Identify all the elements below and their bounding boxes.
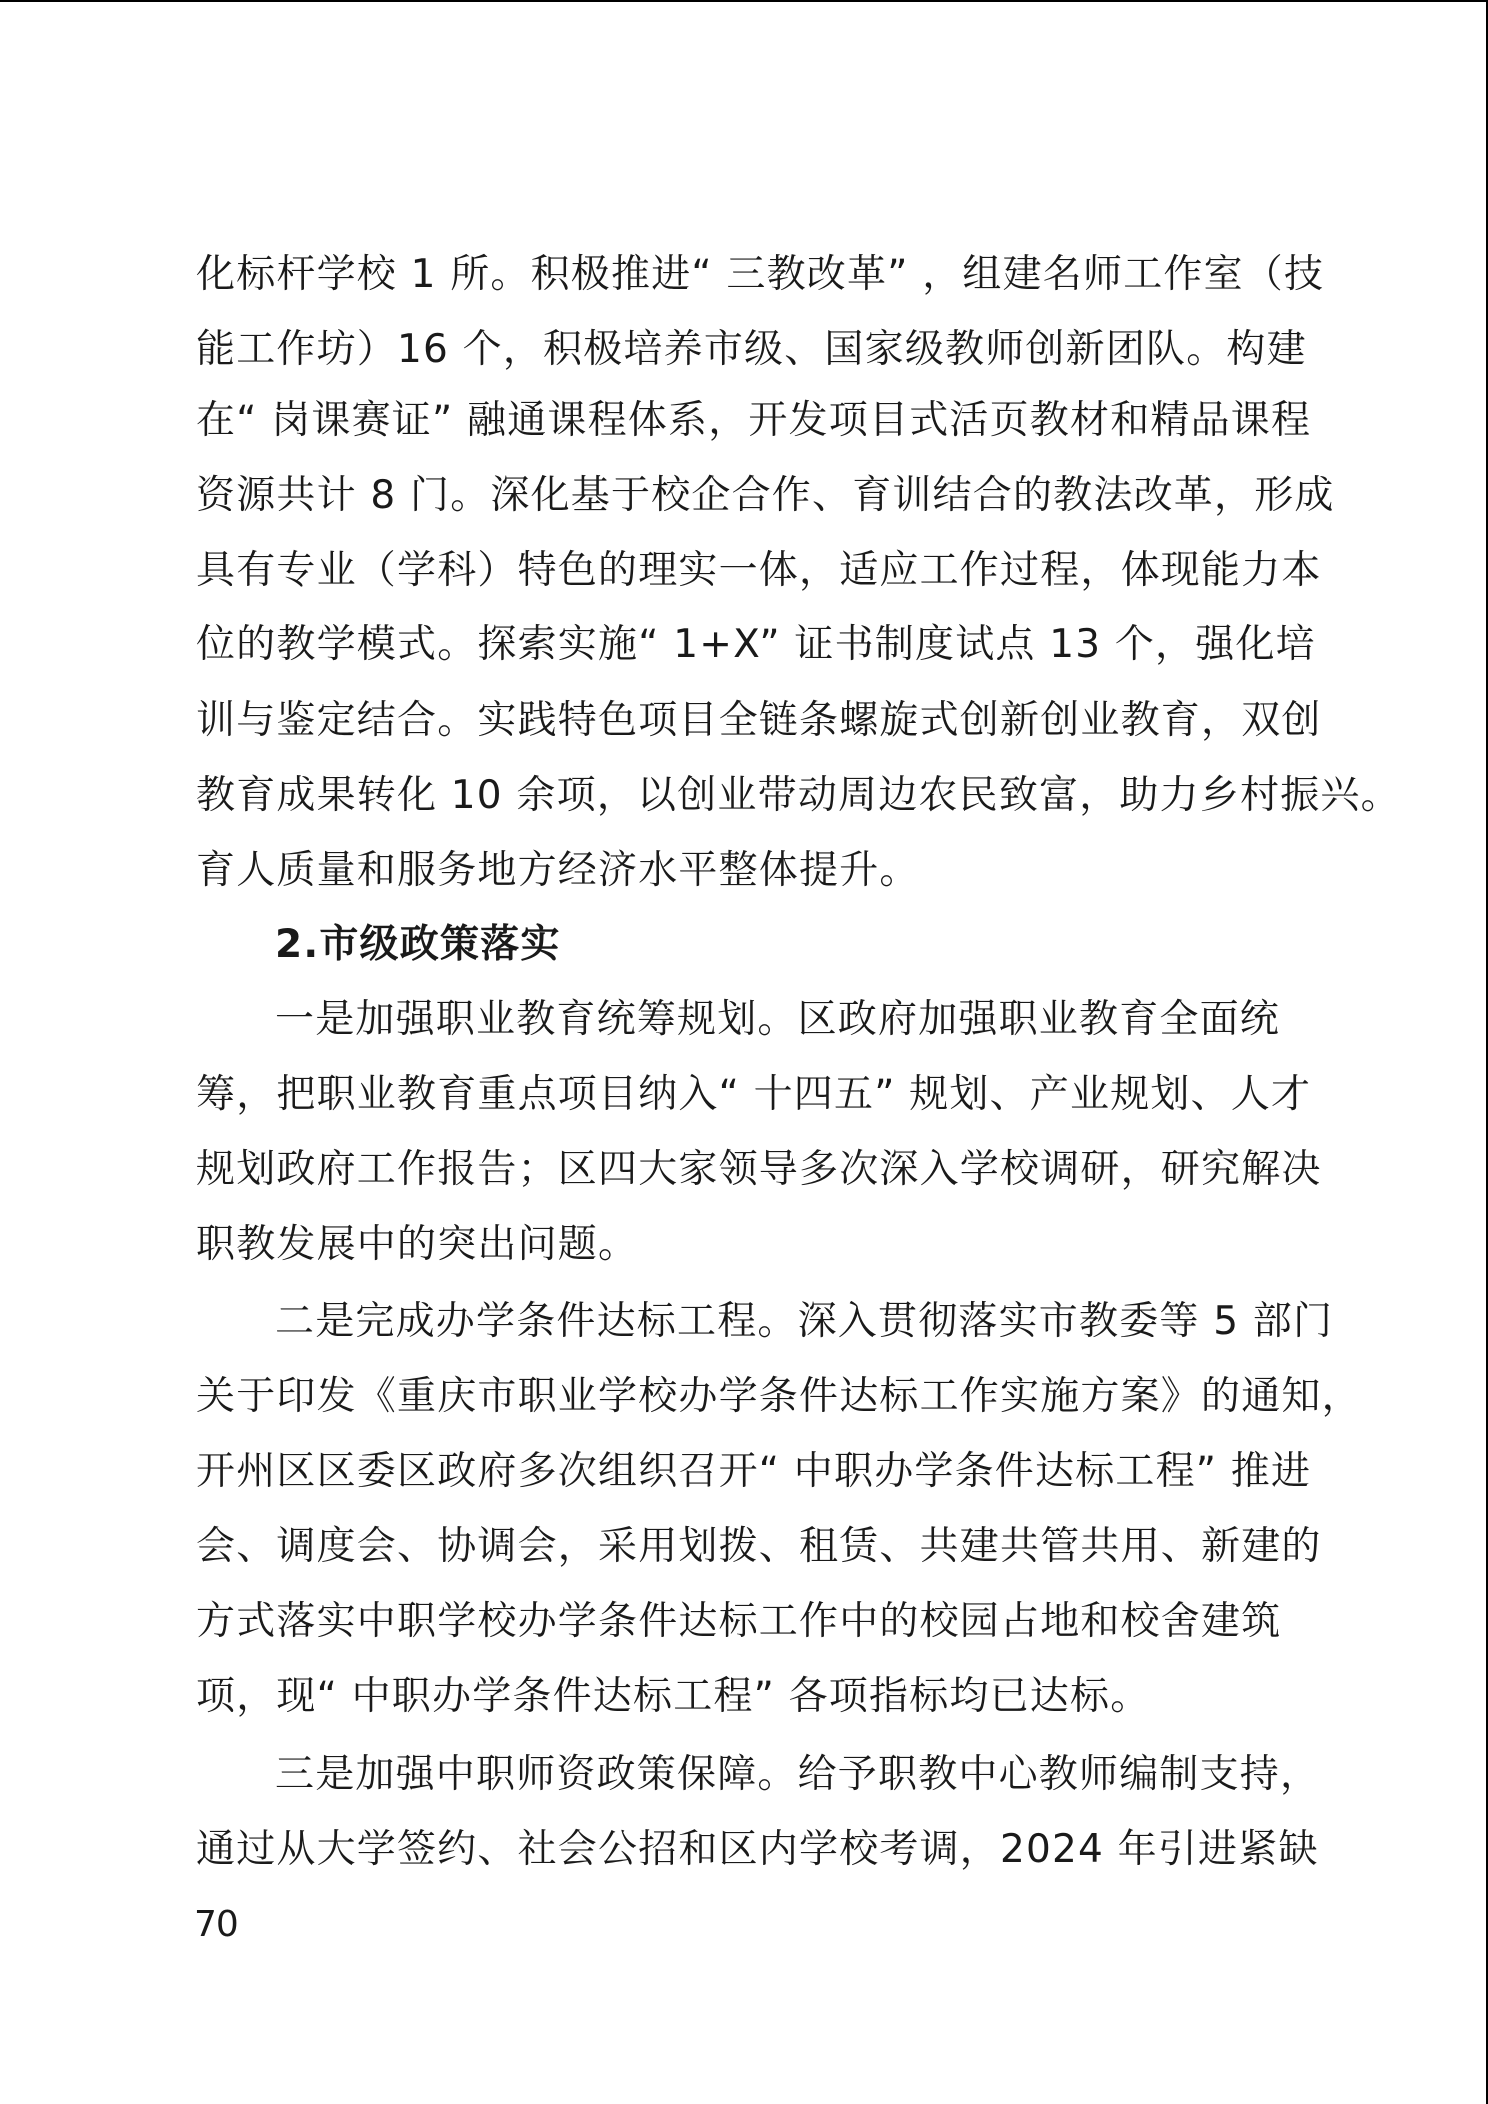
paragraph-line: 位的教学模式。探索实施“ 1+X” 证书制度试点 13 个，强化培 xyxy=(196,622,1316,667)
paragraph-line: 规划政府工作报告；区四大家领导多次深入学校调研，研究解决 xyxy=(196,1147,1322,1192)
page-number: 70 xyxy=(194,1904,238,1945)
paragraph-line: 会、调度会、协调会，采用划拨、租赁、共建共管共用、新建的 xyxy=(196,1524,1322,1569)
paragraph-line: 通过从大学签约、社会公招和区内学校考调，2024 年引进紧缺 xyxy=(196,1827,1319,1872)
paragraph-line: 关于印发《重庆市职业学校办学条件达标工作实施方案》的通知， xyxy=(196,1374,1362,1419)
paragraph-line: 项，现“ 中职办学条件达标工程” 各项指标均已达标。 xyxy=(196,1674,1151,1719)
paragraph-line: 育人质量和服务地方经济水平整体提升。 xyxy=(196,848,920,893)
paragraph-line: 教育成果转化 10 余项，以创业带动周边农民致富，助力乡村振兴。 xyxy=(196,773,1401,818)
paragraph-line: 资源共计 8 门。深化基于校企合作、育训结合的教法改革，形成 xyxy=(196,473,1335,518)
top-border xyxy=(0,0,1488,2)
paragraph-line: 开州区区委区政府多次组织召开“ 中职办学条件达标工程” 推进 xyxy=(196,1449,1312,1494)
paragraph-line: 一是加强职业教育统筹规划。区政府加强职业教育全面统 xyxy=(275,997,1281,1042)
paragraph-line: 化标杆学校 1 所。积极推进“ 三教改革” ，组建名师工作室（技 xyxy=(196,252,1325,297)
paragraph-line: 筹，把职业教育重点项目纳入“ 十四五” 规划、产业规划、人才 xyxy=(196,1072,1312,1117)
section-heading: 2.市级政策落实 xyxy=(275,922,561,967)
paragraph-line: 二是完成办学条件达标工程。深入贯彻落实市教委等 5 部门 xyxy=(275,1299,1334,1344)
paragraph-line: 职教发展中的突出问题。 xyxy=(196,1222,639,1267)
paragraph-line: 具有专业（学科）特色的理实一体，适应工作过程，体现能力本 xyxy=(196,548,1322,593)
paragraph-line: 能工作坊）16 个，积极培养市级、国家级教师创新团队。构建 xyxy=(196,327,1307,372)
paragraph-line: 方式落实中职学校办学条件达标工作中的校园占地和校舍建筑 xyxy=(196,1599,1282,1644)
paragraph-line: 训与鉴定结合。实践特色项目全链条螺旋式创新创业教育，双创 xyxy=(196,698,1322,743)
paragraph-line: 三是加强中职师资政策保障。给予职教中心教师编制支持， xyxy=(275,1752,1321,1797)
paragraph-line: 在“ 岗课赛证” 融通课程体系，开发项目式活页教材和精品课程 xyxy=(196,398,1312,443)
